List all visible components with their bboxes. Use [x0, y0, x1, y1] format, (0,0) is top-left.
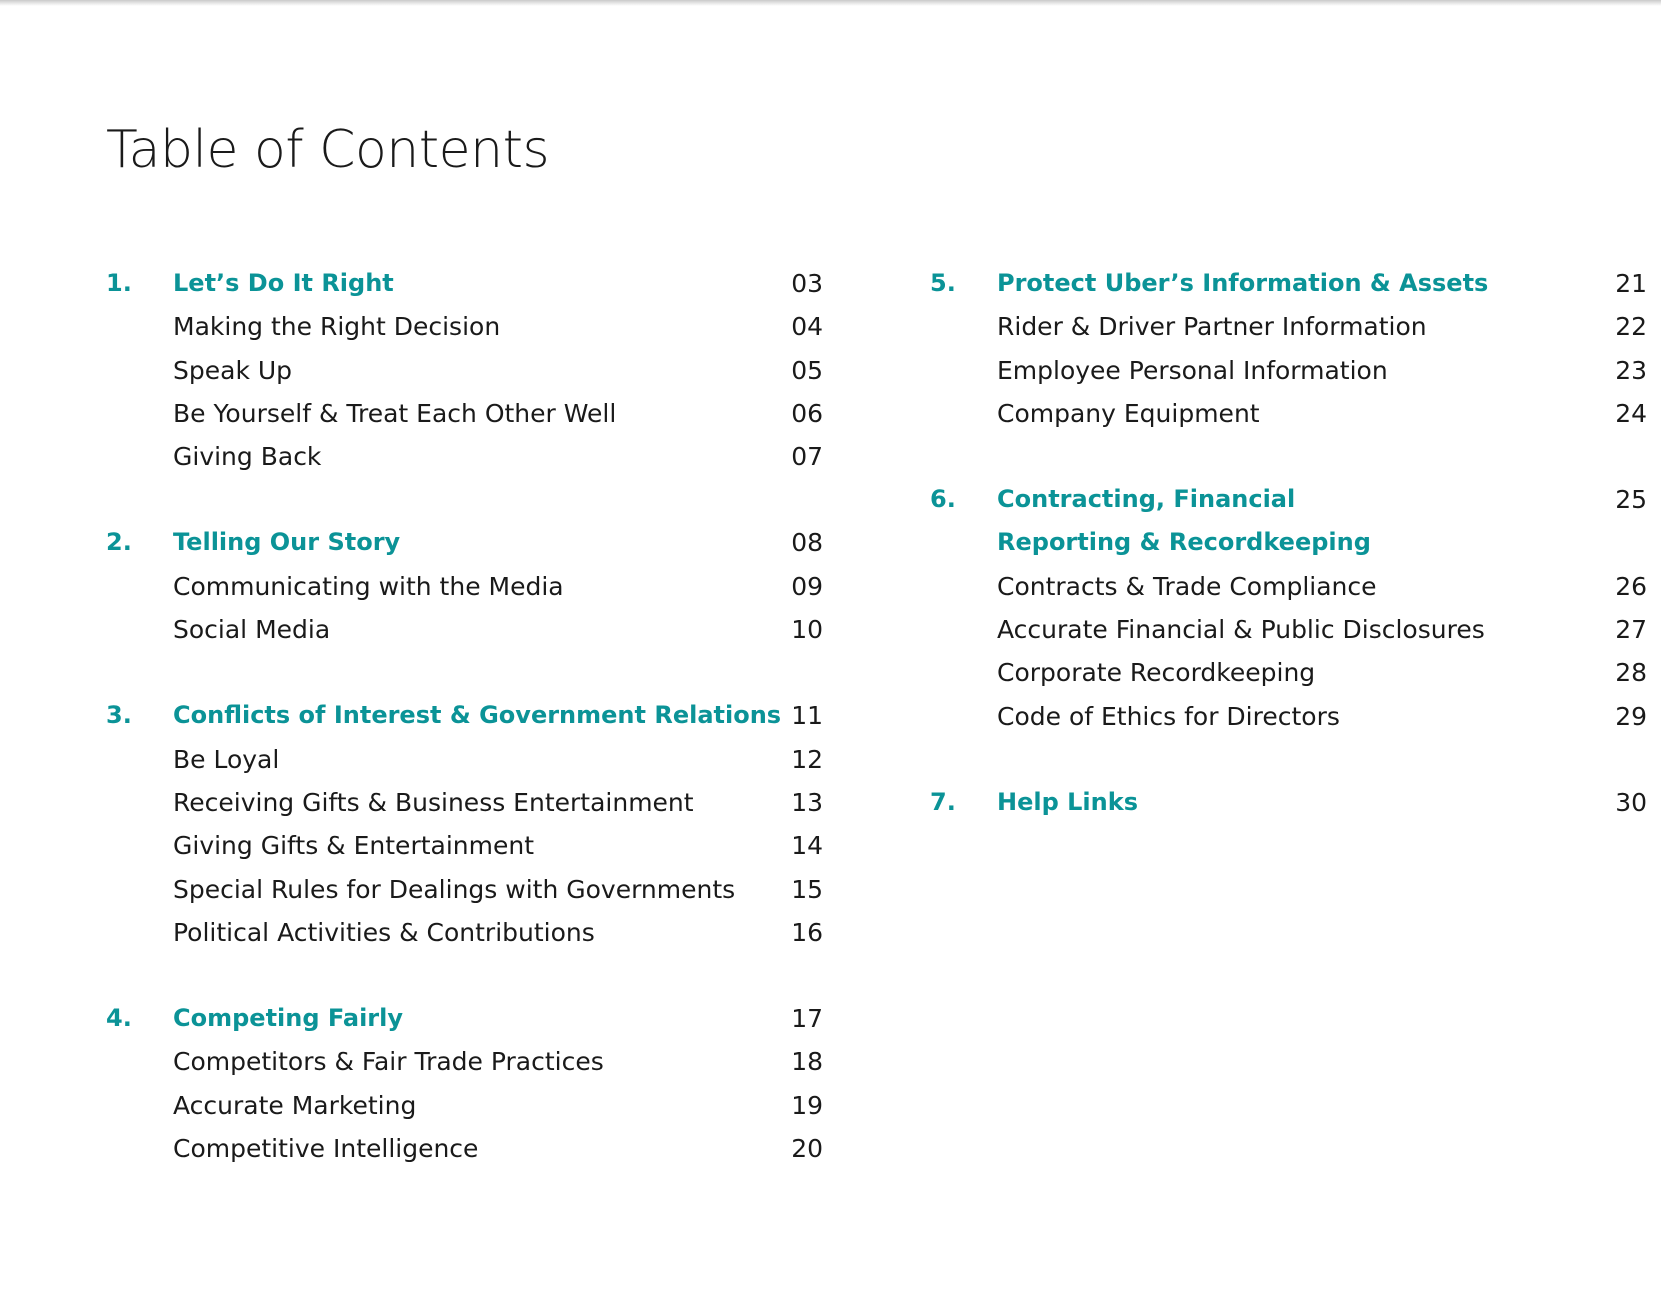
page-number: 09 [791, 571, 823, 601]
toc-heading-row[interactable] [930, 262, 1647, 305]
section-heading[interactable]: Telling Our Story [173, 528, 401, 557]
toc-item[interactable] [106, 824, 823, 867]
toc-item[interactable] [106, 392, 823, 435]
section-number: 4. [106, 1004, 132, 1033]
toc-section-3 [106, 694, 823, 954]
toc-item-label[interactable]: Speak Up [173, 355, 293, 385]
section-heading[interactable]: Help Links [997, 787, 1138, 816]
toc-item-label[interactable]: Competitors & Fair Trade Practices [173, 1047, 604, 1077]
page-number: 08 [791, 528, 823, 558]
toc-column-right [930, 262, 1647, 867]
toc-item-label[interactable]: Be Loyal [173, 744, 280, 774]
toc-item-label[interactable]: Political Activities & Contributions [173, 917, 595, 947]
page-number: 04 [791, 312, 823, 342]
page-number: 07 [791, 442, 823, 472]
toc-item[interactable] [930, 651, 1647, 694]
toc-section-7 [930, 781, 1647, 824]
page-number: 24 [1615, 398, 1647, 428]
toc-item-label[interactable]: Accurate Financial & Public Disclosures [997, 615, 1485, 645]
section-number: 5. [930, 269, 956, 297]
page-number: 05 [791, 355, 823, 385]
section-number: 6. [930, 485, 956, 514]
toc-item-label[interactable]: Receiving Gifts & Business Entertainment [173, 787, 694, 817]
toc-section-4 [106, 997, 823, 1170]
toc-item[interactable] [930, 565, 1647, 608]
toc-item-label[interactable]: Competitive Intelligence [173, 1134, 479, 1164]
page-number: 10 [791, 615, 823, 645]
toc-item[interactable] [106, 305, 823, 348]
page-number: 21 [1615, 269, 1647, 298]
toc-item[interactable] [106, 911, 823, 954]
page-number: 22 [1615, 312, 1647, 342]
page-number: 12 [791, 744, 823, 774]
toc-item[interactable] [930, 349, 1647, 392]
page-number: 26 [1615, 571, 1647, 601]
toc-item[interactable] [930, 695, 1647, 738]
toc-item-label[interactable]: Communicating with the Media [173, 571, 564, 601]
page-number: 28 [1615, 658, 1647, 688]
section-number: 2. [106, 528, 132, 557]
toc-item-label[interactable]: Making the Right Decision [173, 312, 501, 342]
toc-item[interactable] [106, 349, 823, 392]
toc-heading-row[interactable] [106, 694, 823, 737]
toc-item-label[interactable]: Code of Ethics for Directors [997, 701, 1340, 731]
section-number: 3. [106, 701, 132, 730]
toc-item-label[interactable]: Contracts & Trade Compliance [997, 571, 1377, 601]
page-number: 16 [791, 917, 823, 947]
toc-item-label[interactable]: Be Yourself & Treat Each Other Well [173, 398, 617, 428]
toc-item[interactable] [106, 1127, 823, 1170]
toc-item-label[interactable]: Company Equipment [997, 398, 1260, 428]
toc-item-label[interactable]: Social Media [173, 615, 331, 645]
toc-item-label[interactable]: Rider & Driver Partner Information [997, 312, 1427, 342]
page-number: 20 [791, 1134, 823, 1164]
section-number: 1. [106, 269, 132, 297]
toc-heading-row[interactable] [930, 478, 1647, 565]
page-number: 13 [791, 787, 823, 817]
toc-item[interactable] [106, 1040, 823, 1083]
toc-section-2 [106, 521, 823, 651]
toc-item-label[interactable]: Giving Back [173, 442, 322, 472]
toc-item-label[interactable]: Giving Gifts & Entertainment [173, 831, 535, 861]
toc-item[interactable] [106, 868, 823, 911]
toc-section-1 [106, 262, 823, 478]
page-number: 17 [791, 1004, 823, 1034]
toc-item[interactable] [930, 305, 1647, 348]
toc-heading-row[interactable] [930, 781, 1647, 824]
toc-item[interactable] [106, 565, 823, 608]
section-heading[interactable]: Let’s Do It Right [173, 269, 394, 297]
toc-heading-row[interactable] [106, 521, 823, 564]
toc-section-6 [930, 478, 1647, 738]
toc-section-5 [930, 262, 1647, 435]
page-number: 23 [1615, 355, 1647, 385]
page-title: Table of Contents [106, 120, 550, 180]
page-number: 06 [791, 398, 823, 428]
section-heading[interactable]: Protect Uber’s Information & Assets [997, 269, 1489, 297]
page-number: 03 [791, 269, 823, 298]
page-number: 27 [1615, 615, 1647, 645]
toc-item[interactable] [930, 608, 1647, 651]
section-heading[interactable]: Competing Fairly [173, 1004, 404, 1033]
toc-item[interactable] [106, 781, 823, 824]
page-number: 14 [791, 831, 823, 861]
section-heading[interactable]: Conflicts of Interest & Government Relations [173, 701, 782, 730]
section-number: 7. [930, 787, 956, 816]
toc-column-left [106, 262, 823, 1213]
toc-item[interactable] [106, 608, 823, 651]
toc-item-label[interactable]: Accurate Marketing [173, 1090, 417, 1120]
toc-heading-row[interactable] [106, 997, 823, 1040]
section-heading[interactable]: Contracting, Financial Reporting & Recordkeeping [997, 485, 1371, 557]
toc-item[interactable] [106, 1084, 823, 1127]
toc-heading-row[interactable] [106, 262, 823, 305]
toc-item-label[interactable]: Special Rules for Dealings with Governments [173, 874, 736, 904]
page-number: 29 [1615, 701, 1647, 731]
page-number: 25 [1615, 485, 1647, 515]
page-number: 15 [791, 874, 823, 904]
page-number: 11 [791, 701, 823, 731]
page-number: 19 [791, 1090, 823, 1120]
toc-item[interactable] [106, 435, 823, 478]
toc-item[interactable] [930, 392, 1647, 435]
top-edge-shadow [0, 0, 1661, 6]
page-number: 18 [791, 1047, 823, 1077]
toc-item-label[interactable]: Corporate Recordkeeping [997, 658, 1316, 688]
page-number: 30 [1615, 787, 1647, 817]
toc-item[interactable] [106, 738, 823, 781]
toc-item-label[interactable]: Employee Personal Information [997, 355, 1388, 385]
